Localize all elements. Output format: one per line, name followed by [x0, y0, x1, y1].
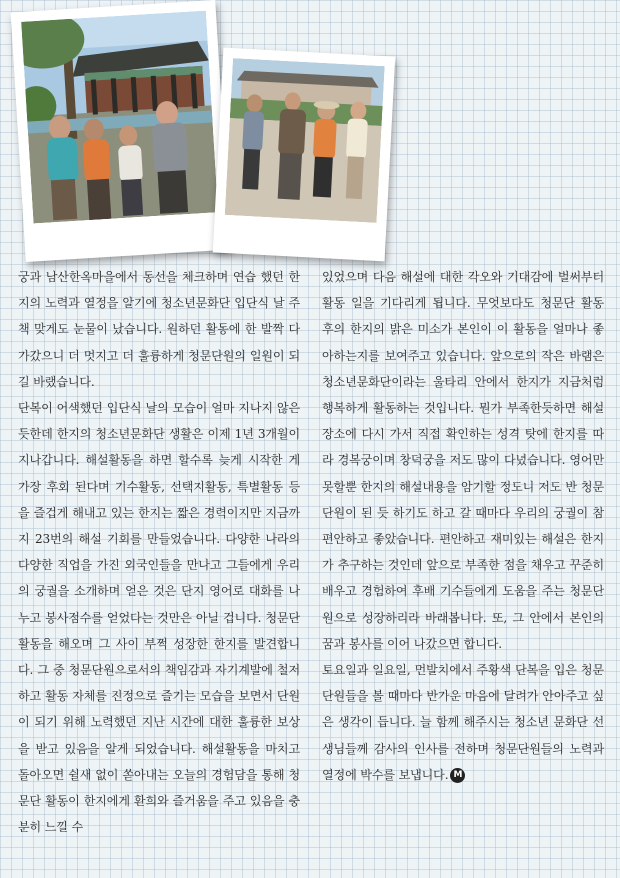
end-mark-icon: M [450, 768, 465, 783]
article-left-column [18, 264, 300, 868]
paragraph: 단복이 어색했던 입단식 날의 모습이 얼마 지나지 않은 듯한데 한지의 청소년문화단 생활은 이제 1년 3개월이 지나갑니다. 해설활동을 하면 할수록 늦게 시작한 게 가장 후회 된다며 기수활동, 선택지활동, 특별활동 등을 즐겁게 해내고 있는 한지는 짧은 경력이지만 지금까지 23번의 해설 기회를 만들었습니다. 다양한 나라의 다양한 직업을 가진 외국인들을 만나고 그들에게 우리의 궁궐을 소개하며 얻은 것은 단지 영어로 대화를 나누고 봉사점수를 얻었다는 것만은 아닐 겁니다. 청문단 활동을 해오며 그 사이 부쩍 성장한 한지를 발견합니다. 그 중 청문단원으로서의 책임감과 자기계발에 철저하고 활동 자체를 진정으로 즐기는 모습을 보면서 단원이 되기 위해 노력했던 지난 시간에 대한 훌륭한 보상을 받고 있음을 알게 되었습니다. 해설활동을 마치고 돌아오면 쉴새 없이 쏟아내는 오늘의 경험담을 통해 청문단 활동이 한지에게 환희와 즐거움을 주고 있음을 충분히 느낄 수 [18, 401, 300, 835]
article-body [18, 264, 604, 868]
group-photo-courtyard-icon [225, 58, 385, 223]
paragraph-text: 토요일과 일요일, 먼발치에서 주황색 단복을 입은 청문단원들을 볼 때마다 반가운 마음에 달려가 안아주고 싶은 생각이 듭니다. 늘 함께 해주시는 청소년 문화단 선생님들께 감사의 인사를 전하며 청문단원들의 노력과 열정에 박수를 보냅니다. [322, 663, 604, 782]
paragraph-closing [322, 657, 604, 788]
group-photo-palace-icon [21, 11, 218, 224]
photo-frame-palace [11, 0, 231, 262]
paragraph: 궁과 남산한옥마을에서 동선을 체크하며 연습 했던 한지의 노력과 열정을 알기에 청소년문화단 입단식 날 주책 맞게도 눈물이 났습니다. 원하던 활동에 한 발짝 다가갔으니 더 멋지고 더 훌륭하게 청문단원의 일원이 되길 바랬습니다. [18, 270, 300, 389]
photo-frame-courtyard [213, 48, 395, 262]
article-right-column [322, 264, 604, 868]
paragraph: 있었으며 다음 해설에 대한 각오와 기대감에 벌써부터 활동 일을 기다리게 됩니다. 무엇보다도 청문단 활동 후의 한지의 밝은 미소가 본인이 이 활동을 얼마나 좋아하는지를 보여주고 있습니다. 앞으로의 작은 바램은 청소년문화단이라는 울타리 안에서 한지가 지금처럼 행복하게 활동하는 것입니다. 뭔가 부족한듯하면 해설 장소에 다시 가서 직접 확인하는 성격 탓에 한지를 따라 경복궁이며 창덕궁을 저도 많이 다녔습니다. 영어만 못할뿐 한지의 해설내용을 암기할 정도니 저도 반 청문단원이 된 듯 하기도 하고 갈 때마다 우리의 궁궐이 참 편안하고 좋았습니다. 편안하고 재미있는 해설은 한지가 추구하는 것인데 앞으로 부족한 점을 채우고 꾸준히 배우고 경험하여 후배 기수들에게 도움을 주는 청문단원으로 성장하리라 바래봅니다. 또, 그 안에서 본인의 꿈과 봉사를 이어 나갔으면 합니다. [322, 270, 604, 651]
